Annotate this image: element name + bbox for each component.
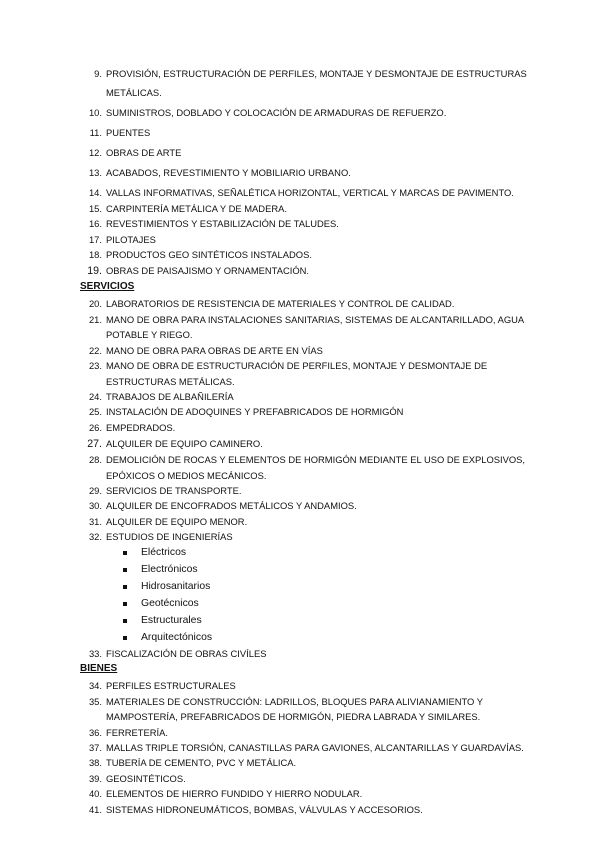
section-heading-bienes: BIENES bbox=[80, 663, 118, 674]
list-item bbox=[0, 453, 596, 467]
item-number: 19. bbox=[87, 265, 102, 277]
list-item bbox=[0, 344, 596, 358]
item-number: 40. bbox=[88, 788, 102, 799]
list-item bbox=[0, 756, 596, 770]
list-item bbox=[0, 126, 596, 140]
item-text: ESTUDIOS DE INGENIERÍAS bbox=[106, 531, 233, 542]
item-continuation: POTABLE Y RIEGO. bbox=[106, 329, 193, 340]
item-number: 26. bbox=[88, 422, 102, 433]
bullet-marker bbox=[123, 568, 127, 572]
item-number: 17. bbox=[88, 234, 102, 245]
item-number: 16. bbox=[88, 218, 102, 229]
list-item bbox=[0, 695, 596, 709]
item-text: VALLAS INFORMATIVAS, SEÑALÉTICA HORIZONTAL, VERTICAL Y MARCAS DE PAVIMENTO. bbox=[106, 187, 514, 198]
list-item bbox=[0, 787, 596, 801]
item-text: SISTEMAS HIDRONEUMÁTICOS, BOMBAS, VÁLVULAS Y ACCESORIOS. bbox=[106, 804, 423, 815]
item-text: INSTALACIÓN DE ADOQUINES Y PREFABRICADOS DE HORMIGÓN bbox=[106, 406, 404, 417]
bullet-marker bbox=[123, 636, 127, 640]
sub-item: Estructurales bbox=[141, 615, 202, 626]
item-number: 32. bbox=[88, 531, 102, 542]
item-text: ALQUILER DE ENCOFRADOS METÁLICOS Y ANDAMIOS. bbox=[106, 500, 357, 511]
item-text: ALQUILER DE EQUIPO CAMINERO. bbox=[106, 438, 263, 449]
list-item bbox=[0, 421, 596, 435]
item-number: 28. bbox=[88, 454, 102, 465]
list-item bbox=[0, 405, 596, 419]
sub-item: Electrónicos bbox=[141, 564, 198, 575]
list-item bbox=[0, 297, 596, 311]
item-text: MANO DE OBRA DE ESTRUCTURACIÓN DE PERFILES, MONTAJE Y DESMONTAJE DE bbox=[106, 360, 488, 371]
item-text: OBRAS DE PAISAJISMO Y ORNAMENTACIÓN. bbox=[106, 265, 309, 276]
list-item bbox=[0, 772, 596, 786]
bullet-marker bbox=[123, 619, 127, 623]
list-item bbox=[0, 166, 596, 180]
list-item bbox=[0, 499, 596, 513]
item-number: 27. bbox=[87, 438, 102, 450]
item-number: 25. bbox=[88, 406, 102, 417]
list-item bbox=[0, 803, 596, 817]
item-number: 24. bbox=[88, 391, 102, 402]
item-text: DEMOLICIÓN DE ROCAS Y ELEMENTOS DE HORMIGÓN MEDIANTE EL USO DE EXPLOSIVOS, bbox=[106, 454, 526, 465]
sub-item: Eléctricos bbox=[141, 547, 187, 558]
item-text: FERRETERÍA. bbox=[106, 727, 168, 738]
bullet-marker bbox=[123, 551, 127, 555]
item-text: LABORATORIOS DE RESISTENCIA DE MATERIALES Y CONTROL DE CALIDAD. bbox=[106, 298, 455, 309]
sub-item: Hidrosanitarios bbox=[141, 581, 211, 592]
sub-item: Geotécnicos bbox=[141, 598, 199, 609]
item-continuation: EPÓXICOS O MEDIOS MECÁNICOS. bbox=[106, 470, 267, 481]
item-number: 15. bbox=[88, 203, 102, 214]
item-text: PERFILES ESTRUCTURALES bbox=[106, 680, 236, 691]
list-item bbox=[0, 679, 596, 693]
item-text: PUENTES bbox=[106, 127, 151, 138]
list-item bbox=[0, 647, 596, 661]
item-number: 9. bbox=[94, 68, 102, 79]
item-text: MANO DE OBRA PARA INSTALACIONES SANITARIAS, SISTEMAS DE ALCANTARILLADO, AGUA bbox=[106, 314, 525, 325]
list-item bbox=[0, 264, 596, 278]
item-number: 33. bbox=[88, 648, 102, 659]
item-text: MATERIALES DE CONSTRUCCIÓN: LADRILLOS, BLOQUES PARA ALIVIANAMIENTO Y bbox=[106, 696, 484, 707]
item-number: 29. bbox=[88, 485, 102, 496]
item-number: 22. bbox=[88, 345, 102, 356]
item-text: SERVICIOS DE TRANSPORTE. bbox=[106, 485, 242, 496]
item-text: MALLAS TRIPLE TORSIÓN, CANASTILLAS PARA GAVIONES, ALCANTARILLAS Y GUARDAVÍAS. bbox=[106, 742, 524, 753]
list-item bbox=[0, 726, 596, 740]
item-text: SUMINISTROS, DOBLADO Y COLOCACIÓN DE ARMADURAS DE REFUERZO. bbox=[106, 107, 447, 118]
item-text: EMPEDRADOS. bbox=[106, 422, 176, 433]
item-number: 31. bbox=[88, 516, 102, 527]
item-number: 39. bbox=[88, 773, 102, 784]
list-item bbox=[0, 146, 596, 160]
list-item bbox=[0, 202, 596, 216]
item-number: 34. bbox=[88, 680, 102, 691]
item-number: 21. bbox=[88, 314, 102, 325]
item-continuation: MAMPOSTERÍA, PREFABRICADOS DE HORMIGÓN, PIEDRA LABRADA Y SIMILARES. bbox=[106, 711, 481, 722]
list-item bbox=[0, 741, 596, 755]
item-number: 20. bbox=[88, 298, 102, 309]
item-continuation: METÁLICAS. bbox=[106, 87, 162, 98]
item-text: ALQUILER DE EQUIPO MENOR. bbox=[106, 516, 248, 527]
list-item bbox=[0, 515, 596, 529]
list-item bbox=[0, 530, 596, 544]
item-number: 37. bbox=[88, 742, 102, 753]
list-item bbox=[0, 437, 596, 451]
item-text: TUBERÍA DE CEMENTO, PVC Y METÁLICA. bbox=[106, 757, 297, 768]
item-number: 11. bbox=[89, 127, 102, 138]
item-number: 35. bbox=[88, 696, 102, 707]
section-heading-servicios: SERVICIOS bbox=[80, 281, 135, 292]
item-text: ACABADOS, REVESTIMIENTO Y MOBILIARIO URBANO. bbox=[106, 167, 351, 178]
item-continuation: ESTRUCTURAS METÁLICAS. bbox=[106, 376, 235, 387]
item-text: PILOTAJES bbox=[106, 234, 156, 245]
item-number: 14. bbox=[88, 187, 102, 198]
item-text: FISCALIZACIÓN DE OBRAS CIVÍLES bbox=[106, 648, 267, 659]
list-item bbox=[0, 67, 596, 81]
item-text: REVESTIMIENTOS Y ESTABILIZACIÓN DE TALUDES. bbox=[106, 218, 339, 229]
list-item bbox=[0, 217, 596, 231]
item-text: CARPINTERÍA METÁLICA Y DE MADERA. bbox=[106, 203, 287, 214]
item-number: 10. bbox=[88, 107, 102, 118]
item-number: 18. bbox=[88, 249, 102, 260]
list-item bbox=[0, 359, 596, 373]
item-number: 13. bbox=[88, 167, 102, 178]
item-text: GEOSINTÉTICOS. bbox=[106, 773, 186, 784]
item-number: 30. bbox=[88, 500, 102, 511]
list-item bbox=[0, 233, 596, 247]
item-text: MANO DE OBRA PARA OBRAS DE ARTE EN VÍAS bbox=[106, 345, 323, 356]
item-text: OBRAS DE ARTE bbox=[106, 147, 182, 158]
item-text: PRODUCTOS GEO SINTÉTICOS INSTALADOS. bbox=[106, 249, 312, 260]
item-text: TRABAJOS DE ALBAÑILERÍA bbox=[106, 391, 234, 402]
item-number: 23. bbox=[88, 360, 102, 371]
item-number: 12. bbox=[88, 147, 102, 158]
list-item bbox=[0, 313, 596, 327]
list-item bbox=[0, 390, 596, 404]
item-text: PROVISIÓN, ESTRUCTURACIÓN DE PERFILES, MONTAJE Y DESMONTAJE DE ESTRUCTURAS bbox=[106, 68, 527, 79]
item-number: 38. bbox=[88, 757, 102, 768]
bullet-marker bbox=[123, 602, 127, 606]
sub-item: Arquitectónicos bbox=[141, 632, 213, 643]
item-number: 36. bbox=[88, 727, 102, 738]
list-item bbox=[0, 484, 596, 498]
list-item bbox=[0, 106, 596, 120]
item-text: ELEMENTOS DE HIERRO FUNDIDO Y HIERRO NODULAR. bbox=[106, 788, 363, 799]
item-number: 41. bbox=[88, 804, 102, 815]
bullet-marker bbox=[123, 585, 127, 589]
list-item bbox=[0, 248, 596, 262]
list-item bbox=[0, 186, 596, 200]
